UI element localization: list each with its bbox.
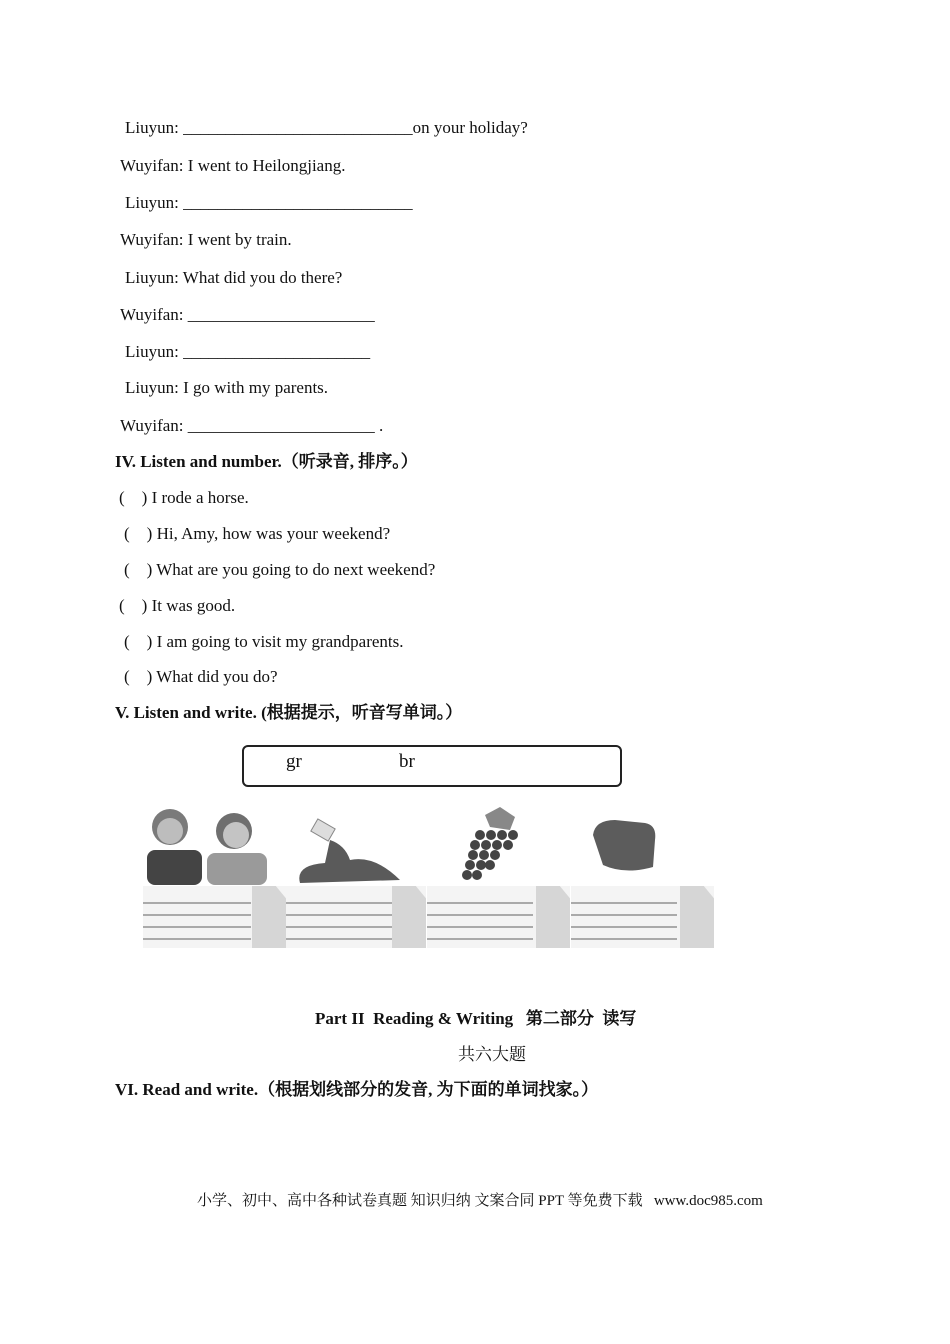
dialogue-line — [125, 378, 328, 398]
friends-image — [142, 805, 272, 885]
writing-lines[interactable] — [143, 886, 286, 948]
section-4-title: IV. Listen and number.（听录音, 排序。） — [115, 452, 418, 471]
dialogue-line — [125, 342, 370, 362]
line-text: ______________________ — [178, 342, 371, 361]
dialogue-line — [125, 268, 342, 288]
line-text: ______________________ . — [183, 416, 384, 435]
speaker: Liuyun: — [125, 118, 179, 137]
part-2-subtitle: 共六大题 — [458, 1045, 526, 1064]
dialogue-line — [120, 156, 345, 176]
section-5-title: V. Listen and write. (根据提示，听音写单词。） — [115, 703, 463, 722]
list-item: ( ) I rode a horse. — [119, 488, 249, 507]
speaker: Liuyun: — [125, 268, 179, 287]
line-text: ______________________ — [183, 305, 375, 324]
grapes-image — [455, 805, 535, 885]
dialogue-line — [120, 305, 375, 325]
dialogue-line — [125, 193, 413, 213]
hint-gr: gr — [286, 751, 302, 772]
dialogue-line — [120, 416, 383, 436]
speaker: Wuyifan: — [120, 156, 184, 175]
line-text: I went by train. — [183, 230, 292, 249]
list-item: ( ) I am going to visit my grandparents. — [124, 632, 404, 651]
bread-image — [585, 805, 665, 885]
list-item: ( ) It was good. — [119, 596, 236, 615]
speaker: Wuyifan: — [120, 305, 184, 324]
paint-spill-image — [285, 805, 405, 885]
writing-lines[interactable] — [571, 886, 714, 948]
section-6-title: VI. Read and write.（根据划线部分的发音, 为下面的单词找家。） — [115, 1080, 599, 1099]
hint-br: br — [399, 751, 415, 772]
line-text: ___________________________ — [178, 193, 413, 212]
writing-lines[interactable] — [427, 886, 570, 948]
hint-box — [242, 745, 622, 787]
line-text: ___________________________on your holiday? — [178, 118, 528, 137]
part-2-title: Part II Reading & Writing 第二部分 读写 — [315, 1009, 637, 1028]
list-item: ( ) What are you going to do next weekend? — [124, 560, 436, 579]
list-item: ( ) Hi, Amy, how was your weekend? — [124, 524, 391, 543]
line-text: I go with my parents. — [178, 378, 329, 397]
footer: 小学、初中、高中各种试卷真题 知识归纳 文案合同 PPT 等免费下载 www.doc985.com — [197, 1193, 763, 1209]
writing-lines[interactable] — [286, 886, 426, 948]
speaker: Wuyifan: — [120, 230, 184, 249]
line-text: What did you do there? — [178, 268, 343, 287]
line-text: I went to Heilongjiang. — [183, 156, 346, 175]
speaker: Liuyun: — [125, 193, 179, 212]
dialogue-line — [125, 118, 528, 138]
speaker: Liuyun: — [125, 342, 179, 361]
speaker: Wuyifan: — [120, 416, 184, 435]
list-item: ( ) What did you do? — [124, 667, 278, 686]
dialogue-line — [120, 230, 292, 250]
speaker: Liuyun: — [125, 378, 179, 397]
